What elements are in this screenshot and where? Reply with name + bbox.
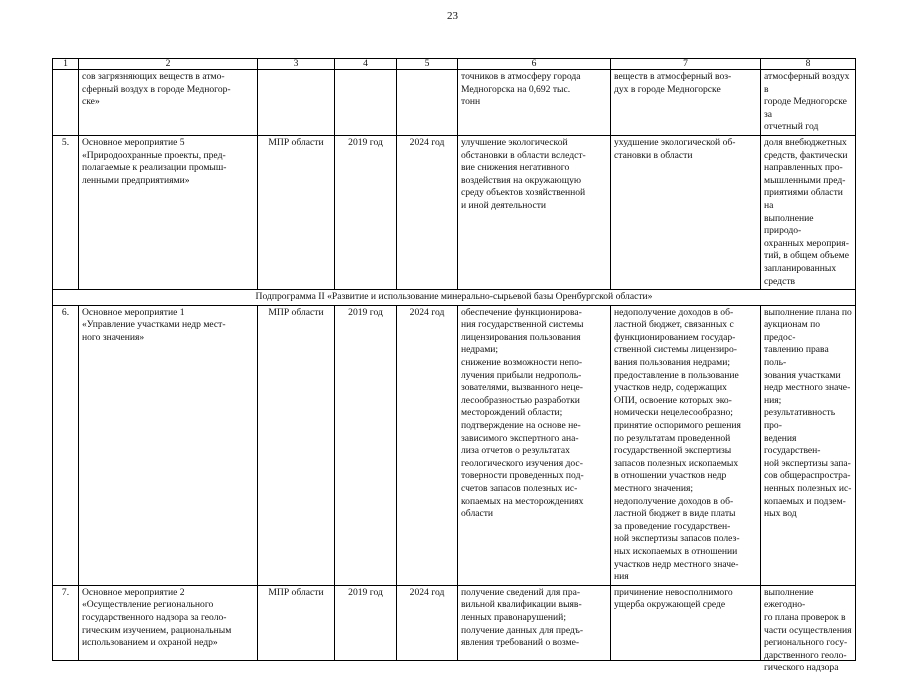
indicator-link: доля внебюджетных средств, фактически направленных про- мышленными пред- приятиями области на выполнение природо- охранных мероприя- тий, в общем объеме запланированных средств <box>761 135 856 289</box>
column-number-row <box>53 59 856 70</box>
executor <box>258 70 335 136</box>
expected-result: точников в атмосферу города Медногорска на 0,692 тыс. тонн <box>458 70 611 136</box>
column-number: 5 <box>397 59 458 70</box>
event-name: Основное мероприятие 2 «Осуществление регионального государственного надзора за геоло- гическим изучением, рациональным использованием и охраной недр» <box>82 586 232 649</box>
row-number <box>53 70 79 136</box>
column-number: 8 <box>761 59 856 70</box>
subprogram-title: Подпрограмма II «Развитие и использование минерально-сырьевой базы Оренбургской области» <box>53 290 856 306</box>
start-year <box>335 70 397 136</box>
end-year: 2024 год <box>397 135 458 289</box>
event-name: Основное мероприятие 1 «Управление участками недр мест- ного значения» <box>79 305 258 585</box>
event-name: сов загрязняющих веществ в атмо- сферный воздух в городе Медногор- ске» <box>79 70 258 136</box>
table-row <box>53 585 856 660</box>
table-row <box>53 70 856 136</box>
end-year: 2024 год <box>409 586 445 598</box>
indicator-link: выполнение плана по аукционам по предос- тавлению права поль- зования участками недр местного значе- ния; результативность про- ведения государствен- ной экспертизы запа- сов общераспростра- ненных полезных ис- копаемых и подзем- ных вод <box>761 305 856 585</box>
non-implementation-consequence: ухудшение экологической об- становки в области <box>611 135 761 289</box>
start-year: 2019 год <box>348 586 383 598</box>
column-number: 6 <box>458 59 611 70</box>
column-number: 2 <box>79 59 258 70</box>
executor: МПР области <box>258 135 335 289</box>
expected-result: получение сведений для пра- вильной квалификации выяв- ленных правонарушений; получение данных для предъ- явления требований о возме- <box>461 586 584 649</box>
start-year: 2019 год <box>335 135 397 289</box>
page-number: 23 <box>447 10 458 22</box>
executor: МПР области <box>258 305 335 585</box>
event-name: Основное мероприятие 5 «Природоохранные проекты, пред- полагаемые к реализации промыш- ленными предприятиями» <box>79 135 258 289</box>
expected-result: улучшение экологической обстановки в области вследст- вие снижения негативного воздействия на окружающую среду объектов хозяйственной и иной деятельности <box>458 135 611 289</box>
end-year: 2024 год <box>397 305 458 585</box>
indicator-link: атмосферный воздух в городе Медногорске за отчетный год <box>761 70 856 136</box>
column-number: 7 <box>611 59 761 70</box>
non-implementation-consequence: веществ в атмосферный воз- дух в городе Медногорске <box>611 70 761 136</box>
table-row <box>53 135 856 289</box>
column-number: 3 <box>258 59 335 70</box>
table-row <box>53 305 856 585</box>
expected-result: обеспечение функционирова- ния государственной системы лицензирования пользования недрами; снижение возможности непо- лучения прибыли недрополь- зователями, вызванного неце- лесообразностью разработки месторождений области; подтверждение на основе не- зависимого экспертного ана- лиза отчетов о результатах геологического изучения дос- товерности проведенных под- счетов запасов полезных ис- копаемых на месторождениях области <box>458 305 611 585</box>
start-year: 2019 год <box>335 305 397 585</box>
row-number: 7. <box>61 586 70 598</box>
end-year <box>397 70 458 136</box>
subprogram-row <box>53 290 856 306</box>
executor: МПР области <box>268 586 324 598</box>
row-number: 5. <box>53 135 79 289</box>
indicator-link: выполнение ежегодно- го плана проверок в части осуществления регионального госу- дарственного геоло- гического надзора <box>764 586 852 674</box>
column-number: 1 <box>53 59 79 70</box>
non-implementation-consequence: недополучение доходов в об- ластной бюджет, связанных с функционированием государ- ственной системы лицензиро- вания пользования недрами; предоставление в пользование участков недр, содержащих ОПИ, освоение которых эко- номически нецелесообразно; принятие оспоримого решения по результатам проведенной государственной экспертизы запасов полезных ископаемых в отношении участков недр местного значения; недополучение доходов в об- ластной бюджет в виде платы за проведение государствен- ной экспертизы запасов полез- ных ископаемых в отношении участков недр местного значе- ния <box>611 305 761 585</box>
row-number: 6. <box>53 305 79 585</box>
non-implementation-consequence: причинение невосполнимого ущерба окружающей среде <box>614 586 733 611</box>
measures-table <box>52 58 856 674</box>
column-number: 4 <box>335 59 397 70</box>
